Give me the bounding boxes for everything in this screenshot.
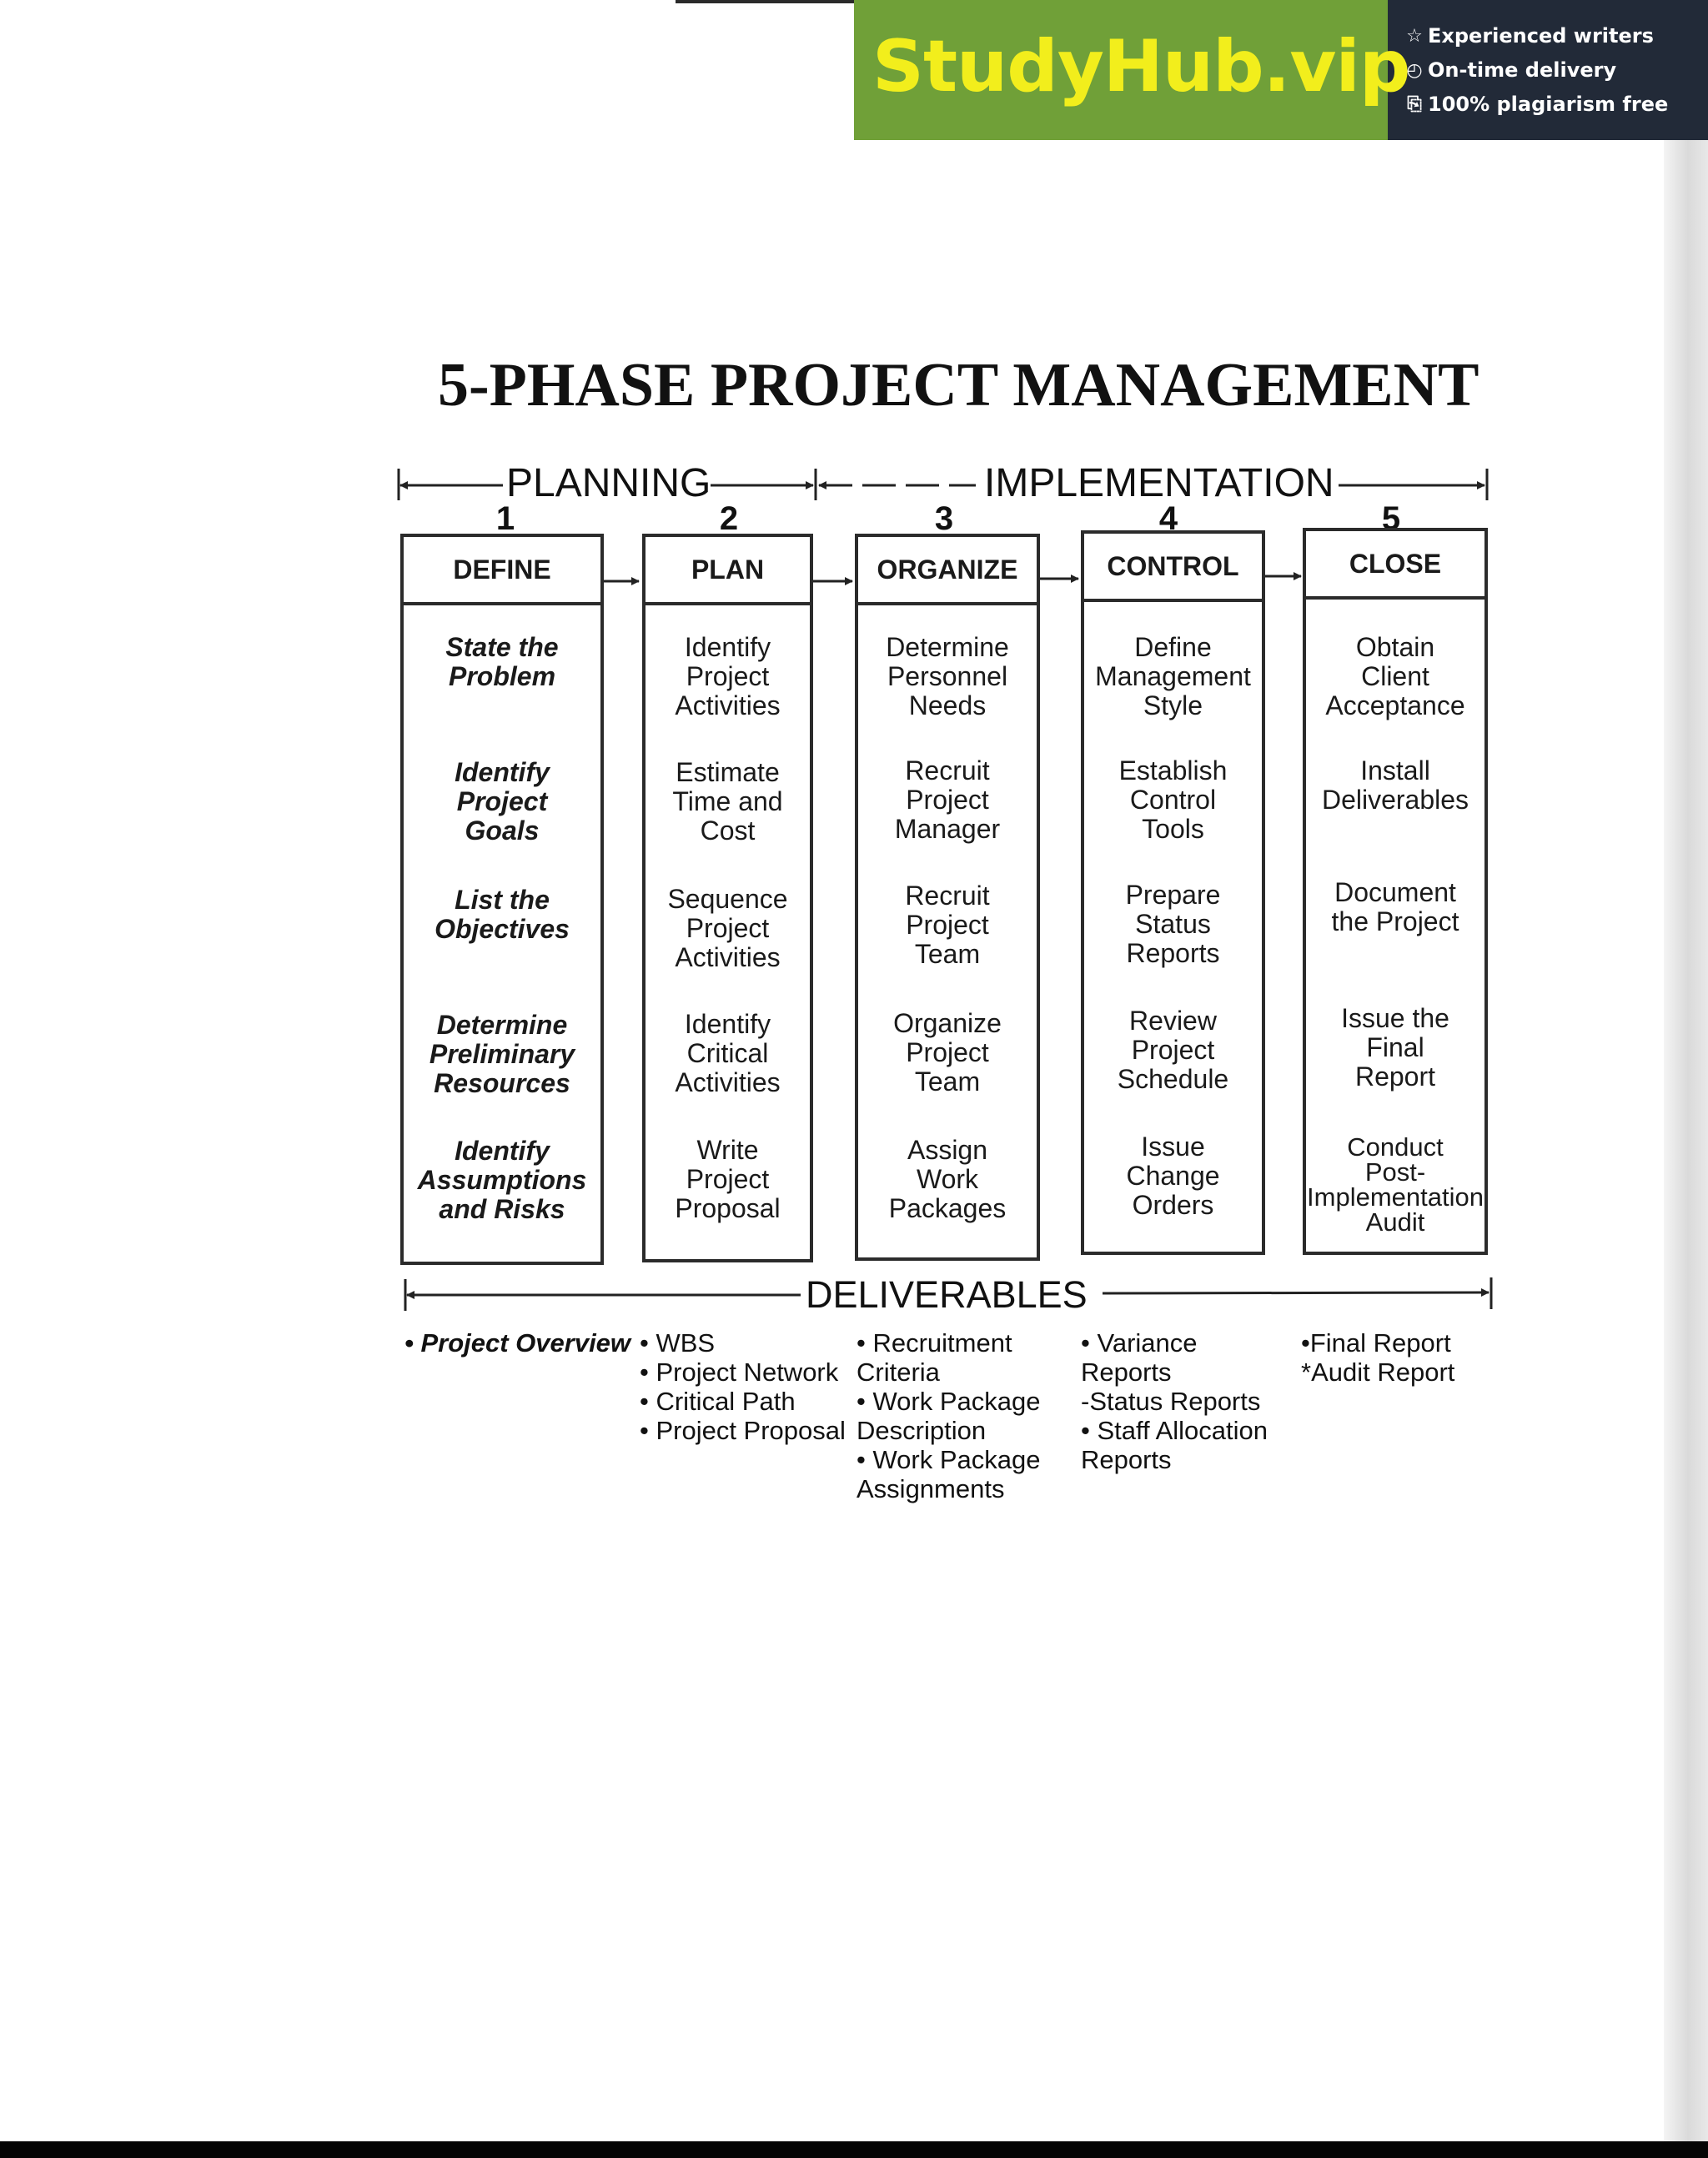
- star-icon: ☆: [1406, 25, 1423, 47]
- phase-task: Identify Critical Activities: [675, 1009, 781, 1097]
- deliverables-span-line-right: [1103, 1292, 1489, 1293]
- phase-task: Define Management Style: [1095, 632, 1251, 720]
- deliverables-list-organize: • Recruitment Criteria • Work Package Description • Work Package Assignments: [857, 1328, 1041, 1503]
- phase-task: Document the Project: [1331, 877, 1459, 936]
- stage-label-implementation: IMPLEMENTATION: [984, 461, 1334, 505]
- diagram-title: 5-PHASE PROJECT MANAGEMENT: [438, 351, 1479, 419]
- phase-task: Identify Assumptions and Risks: [417, 1136, 587, 1224]
- document-check-icon: ⎘: [1407, 93, 1422, 115]
- brand-logo[interactable]: StudyHub.vip: [872, 25, 1410, 108]
- phase-task: Write Project Proposal: [675, 1135, 781, 1223]
- phase-task: List the Objectives: [435, 885, 570, 944]
- phase-task: Identify Project Goals: [455, 757, 550, 846]
- phase-number: 1: [495, 500, 515, 537]
- tagline-text: Experienced writers: [1428, 24, 1654, 48]
- phase-number: 4: [1158, 500, 1178, 537]
- deliverables-list-close: •Final Report *Audit Report: [1301, 1328, 1455, 1387]
- phase-task: Install Deliverables: [1321, 755, 1469, 815]
- phase-task: Determine Personnel Needs: [886, 632, 1009, 720]
- phase-task: Determine Preliminary Resources: [429, 1010, 575, 1098]
- tagline-text: 100% plagiarism free: [1428, 93, 1669, 116]
- phase-column-control: [1081, 530, 1265, 1255]
- deliverables-list-control: • Variance Reports -Status Reports • Staff Allocation Reports: [1081, 1328, 1268, 1474]
- phase-number: 3: [934, 500, 954, 537]
- phase-task: Review Project Schedule: [1117, 1006, 1229, 1094]
- stage-label-planning: PLANNING: [506, 461, 711, 505]
- phase-task: Issue the Final Report: [1341, 1003, 1449, 1092]
- phase-column-plan: [642, 534, 813, 1262]
- tagline-text: On-time delivery: [1428, 58, 1617, 82]
- phase-task: Identify Project Activities: [675, 632, 781, 720]
- phase-task: Conduct Post- Implementation Audit: [1307, 1132, 1484, 1237]
- phase-task: Organize Project Team: [893, 1008, 1002, 1097]
- phase-task: Issue Change Orders: [1126, 1132, 1220, 1220]
- phase-number: 2: [719, 500, 739, 537]
- phase-task: Estimate Time and Cost: [672, 757, 783, 846]
- phase-header: ORGANIZE: [858, 537, 1037, 605]
- phase-number: 5: [1381, 500, 1401, 537]
- phase-header: DEFINE: [404, 537, 600, 605]
- phase-task: State the Problem: [445, 632, 559, 691]
- phase-column-close: [1303, 528, 1488, 1255]
- phase-task: Recruit Project Manager: [894, 755, 1001, 844]
- phase-task: Assign Work Packages: [888, 1135, 1007, 1223]
- deliverables-list-define: • Project Overview: [404, 1328, 631, 1358]
- phase-column-organize: [855, 534, 1040, 1261]
- deliverables-list-plan: • WBS • Project Network • Critical Path • Project Proposal: [640, 1328, 846, 1445]
- phase-task: Recruit Project Team: [905, 881, 990, 969]
- phase-header: CONTROL: [1084, 534, 1262, 602]
- phase-header: PLAN: [646, 537, 810, 605]
- clock-icon: ◴: [1406, 59, 1423, 81]
- deliverables-label: DELIVERABLES: [806, 1273, 1088, 1316]
- phase-header: CLOSE: [1306, 531, 1484, 600]
- phase-task: Establish Control Tools: [1118, 755, 1228, 844]
- phase-column-define: [400, 534, 604, 1265]
- phase-task: Sequence Project Activities: [667, 884, 788, 972]
- phase-task: Prepare Status Reports: [1125, 880, 1221, 968]
- phase-task: Obtain Client Acceptance: [1325, 632, 1465, 720]
